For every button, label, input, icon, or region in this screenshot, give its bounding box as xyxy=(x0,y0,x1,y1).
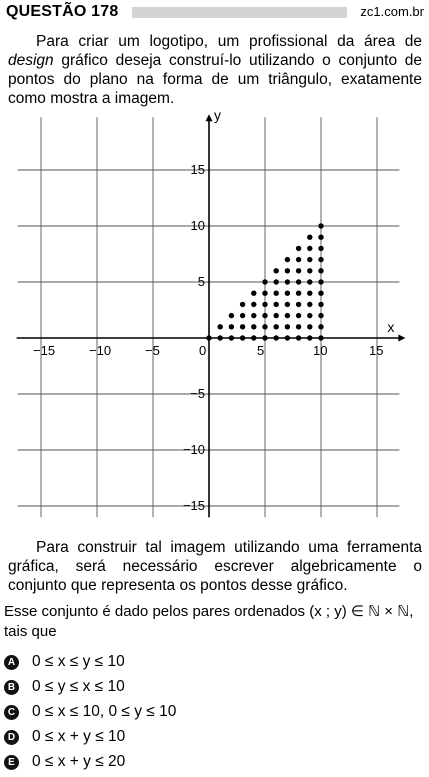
intro-italic-word: design xyxy=(8,52,54,69)
data-point xyxy=(274,335,279,340)
data-point xyxy=(307,302,312,307)
data-point xyxy=(296,313,301,318)
data-point xyxy=(262,324,267,329)
data-point xyxy=(229,335,234,340)
x-tick-label: 5 xyxy=(257,343,265,358)
data-point xyxy=(206,335,211,340)
data-point xyxy=(307,324,312,329)
data-point xyxy=(240,335,245,340)
data-point xyxy=(296,268,301,273)
x-tick-label: 10 xyxy=(313,343,328,358)
y-tick-label: −10 xyxy=(182,442,205,457)
data-point xyxy=(262,279,267,284)
y-tick-label: 15 xyxy=(190,162,205,177)
data-point xyxy=(229,324,234,329)
data-point xyxy=(285,291,290,296)
option-b[interactable] xyxy=(4,677,125,697)
data-point xyxy=(285,279,290,284)
data-point xyxy=(274,313,279,318)
option-letter-badge: A xyxy=(4,655,19,670)
data-point xyxy=(307,335,312,340)
data-point xyxy=(285,302,290,307)
data-point xyxy=(251,335,256,340)
data-point xyxy=(318,268,323,273)
data-point xyxy=(318,335,323,340)
data-point xyxy=(274,324,279,329)
data-point xyxy=(240,313,245,318)
option-letter-badge: E xyxy=(4,755,19,770)
data-point xyxy=(318,223,323,228)
option-e[interactable] xyxy=(4,752,125,772)
data-point xyxy=(285,313,290,318)
x-tick-label: −15 xyxy=(33,343,56,358)
data-point xyxy=(274,268,279,273)
option-text: 0 ≤ x ≤ 10, 0 ≤ y ≤ 10 xyxy=(32,703,177,720)
data-point xyxy=(296,257,301,262)
header-bar xyxy=(132,7,347,18)
data-point xyxy=(307,291,312,296)
data-point xyxy=(285,257,290,262)
data-point xyxy=(296,279,301,284)
x-tick-label: −5 xyxy=(145,343,160,358)
data-point xyxy=(296,324,301,329)
data-point xyxy=(262,302,267,307)
data-point xyxy=(262,291,267,296)
option-c[interactable] xyxy=(4,702,176,722)
data-point xyxy=(274,279,279,284)
data-point xyxy=(218,324,223,329)
data-point xyxy=(296,302,301,307)
data-point xyxy=(318,246,323,251)
data-point xyxy=(285,324,290,329)
option-text: 0 ≤ x + y ≤ 10 xyxy=(32,728,126,745)
y-tick-label: −15 xyxy=(182,498,205,513)
data-point xyxy=(307,268,312,273)
intro-paragraph: Para criar um logotipo, um profissional da área de design gráfico deseja construí-lo utilizando o conjunto de pontos do plano na forma de um triângulo, exatamente como mostra a imagem. xyxy=(8,33,422,107)
y-tick-label: 5 xyxy=(197,274,205,289)
x-tick-label: −10 xyxy=(89,343,112,358)
data-point xyxy=(218,335,223,340)
data-point xyxy=(262,313,267,318)
data-point xyxy=(251,313,256,318)
data-point xyxy=(318,324,323,329)
option-text: 0 ≤ x + y ≤ 20 xyxy=(32,753,126,770)
data-point xyxy=(262,335,267,340)
data-point xyxy=(307,313,312,318)
option-d[interactable] xyxy=(4,727,125,747)
data-point xyxy=(251,302,256,307)
option-letter-badge: C xyxy=(4,705,19,720)
data-point xyxy=(318,302,323,307)
data-point xyxy=(318,313,323,318)
question-header xyxy=(6,3,424,21)
x-tick-label: 0 xyxy=(199,343,207,358)
option-text: 0 ≤ x ≤ y ≤ 10 xyxy=(32,653,125,670)
option-letter-badge: B xyxy=(4,680,19,695)
option-a[interactable] xyxy=(4,652,125,672)
data-point xyxy=(307,235,312,240)
set-definition-text: Esse conjunto é dado pelos pares ordenados (x ; y) ∈ ℕ × ℕ, tais que xyxy=(4,603,414,640)
x-axis-arrow xyxy=(398,335,405,342)
option-text: 0 ≤ y ≤ x ≤ 10 xyxy=(32,678,125,695)
data-point xyxy=(274,291,279,296)
data-point xyxy=(251,291,256,296)
option-letter-badge: D xyxy=(4,730,19,745)
y-axis-label: y xyxy=(214,107,221,124)
data-point xyxy=(285,268,290,273)
x-axis-label: x xyxy=(387,319,395,335)
y-axis-arrow xyxy=(206,114,213,121)
x-tick-label: 15 xyxy=(369,343,384,358)
question-title: QUESTÃO 178 xyxy=(6,3,119,20)
y-tick-label: 10 xyxy=(190,218,205,233)
data-point xyxy=(318,291,323,296)
data-point xyxy=(296,335,301,340)
data-point xyxy=(307,279,312,284)
data-point xyxy=(251,324,256,329)
data-point xyxy=(307,257,312,262)
data-point xyxy=(285,335,290,340)
data-point xyxy=(240,324,245,329)
data-point xyxy=(296,291,301,296)
data-point xyxy=(229,313,234,318)
instruction-paragraph: Para construir tal imagem utilizando uma ferramenta gráfica, será necessário escrever algebricamente o conjunto que representa os pontos desse gráfico. xyxy=(8,539,422,594)
data-point xyxy=(307,246,312,251)
data-point xyxy=(240,302,245,307)
data-point xyxy=(318,279,323,284)
data-point xyxy=(274,302,279,307)
coordinate-plane-chart xyxy=(0,107,429,530)
site-watermark: zc1.com.br xyxy=(360,4,424,19)
y-tick-label: −5 xyxy=(190,386,205,401)
data-point xyxy=(296,246,301,251)
data-point xyxy=(318,257,323,262)
data-point xyxy=(318,235,323,240)
